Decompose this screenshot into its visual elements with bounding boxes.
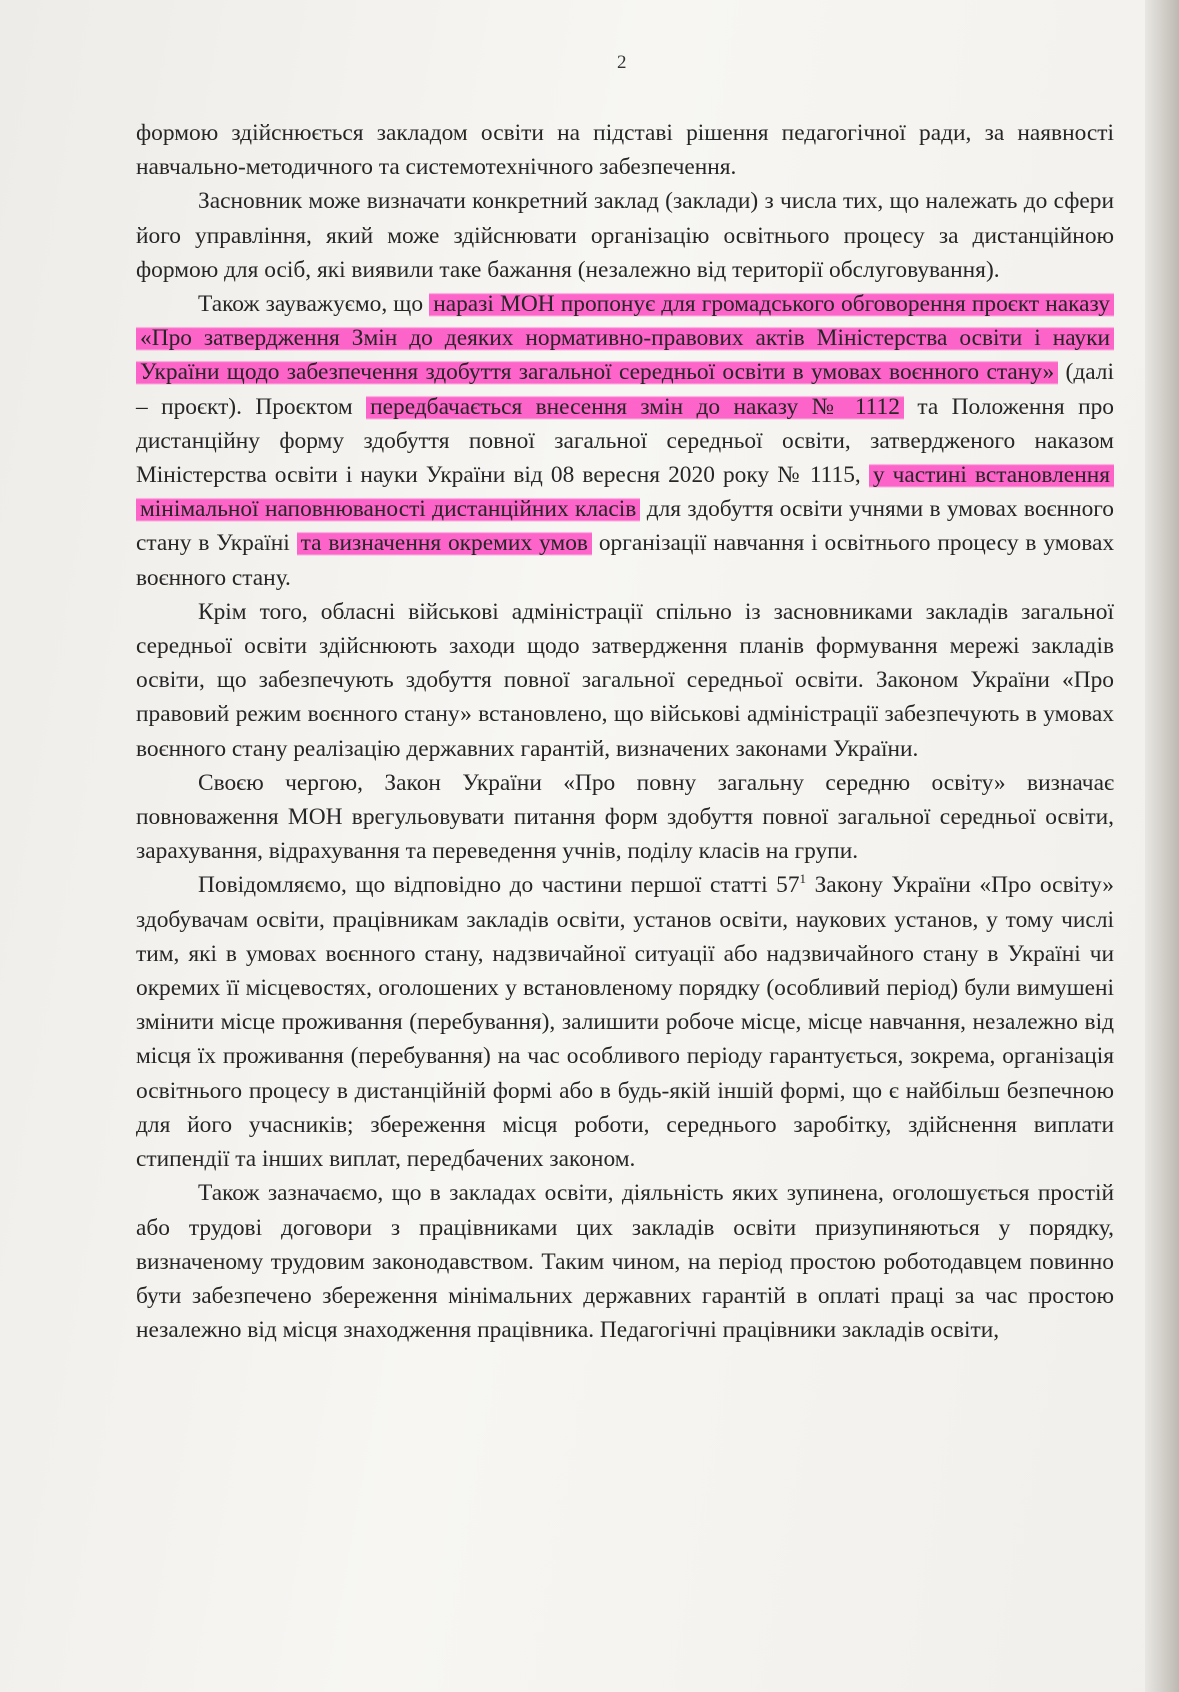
highlighted-text: та визначення окремих умов bbox=[297, 530, 592, 556]
page-edge-shadow bbox=[1145, 0, 1179, 1692]
body-text bbox=[136, 116, 1114, 1347]
text-segment: (далі – проєкт). Проєктом bbox=[136, 359, 1114, 420]
superscript: 1 bbox=[799, 871, 807, 887]
paragraph-7: Також зазначаємо, що в закладах освіти, діяльність яких зупинена, оголошується простій або трудові договори з працівниками цих закладів освіти призупиняються у порядку, визначеному трудовим законодавством. Таким чином, на період простою роботодавцем повинно бути забезпечено збереження мінімальних державних гарантій в оплаті праці за час простою незалежно від місця знаходження працівника. Педагогічні працівники закладів освіти, bbox=[136, 1180, 1114, 1344]
text-segment: Також зауважуємо, що bbox=[198, 291, 424, 318]
page-number: 2 bbox=[617, 52, 627, 73]
paragraph-4: Крім того, обласні військові адміністрації спільно із засновниками закладів загальної середньої освіти здійснюють заходи щодо затвердження планів формування мережі закладів освіти, що забезпечують здобуття повної загальної середньої освіти. Законом України «Про правовий режим воєнного стану» встановлено, що військові адміністрації забезпечують в умовах воєнного стану реалізацію державних гарантій, визначених законами України. bbox=[136, 598, 1114, 762]
paragraph-1: формою здійснюється закладом освіти на підставі рішення педагогічної ради, за наявності навчально-методичного та системотехнічного забезпечення. bbox=[136, 120, 1114, 181]
paragraph-2: Засновник може визначати конкретний заклад (заклади) з числа тих, що належать до сфери його управління, який може здійснювати організацію освітнього процесу за дистанційною формою для осіб, які виявили таке бажання (незалежно від території обслуговування). bbox=[136, 188, 1114, 283]
text-segment: Повідомляємо, що відповідно до частини першої статті 57 bbox=[198, 872, 800, 899]
text-segment: та Положення про дистанційну форму здобуття повної загальної середньої освіти, затвердженого наказом Міністерства освіти і науки України від 08 вересня 2020 року № 1115, bbox=[136, 393, 1114, 489]
paragraph-5: Своєю чергою, Закон України «Про повну загальну середню освіту» визначає повноваження МОН врегульовувати питання форм здобуття повної загальної середньої освіти, зарахування, відрахування та переведення учнів, поділу класів на групи. bbox=[136, 769, 1114, 865]
paragraph-6 bbox=[136, 868, 1114, 1176]
paragraph-3 bbox=[136, 287, 1114, 595]
text-segment: для здобуття освіти учнями в умовах воєнного стану в Україні bbox=[136, 496, 1114, 557]
highlighted-text: наразі МОН пропонує для громадського обговорення проєкт наказу «Про затвердження Змін до деяких нормативно-правових актів Міністерства освіти і науки України щодо забезпечення здобуття загальної середньої освіти в умовах воєнного стану» bbox=[136, 291, 1114, 385]
text-segment: організації навчання і освітнього процесу в умовах воєнного стану. bbox=[136, 530, 1115, 591]
text-segment: Закону України «Про освіту» здобувачам освіти, працівникам закладів освіти, установ освіти, наукових установ, у тому числі тим, які в умовах воєнного стану, надзвичайної ситуації або надзвичайного стану в Україні чи окремих її місцевостях, оголошених у встановленому порядку (особливий період) були вимушені змінити місце проживання (перебування), залишити робоче місце, місце навчання, незалежно від місця їх проживання (перебування) на час особливого періоду гарантується, зокрема, організація освітнього процесу в дистанційній формі або в будь-якій іншій формі, що є найбільш безпечною для його учасників; збереження місця роботи, середнього заробітку, здійснення виплати стипендії та інших виплат, передбачених законом. bbox=[136, 872, 1114, 1173]
highlighted-text: передбачається внесення змін до наказу № 1112 bbox=[366, 394, 904, 420]
highlighted-text: у частині встановлення мінімальної наповнюваності дистанційних класів bbox=[136, 462, 1114, 522]
